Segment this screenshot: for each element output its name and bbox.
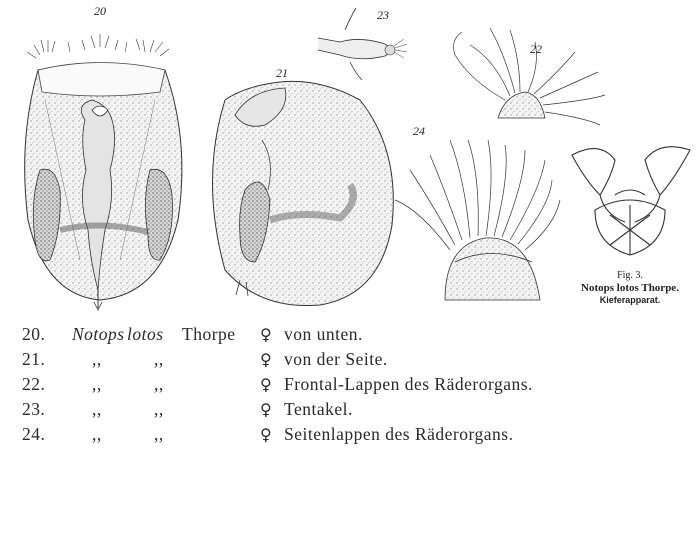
ditto-mark: ,, — [154, 349, 164, 369]
ditto-mark: ,, — [154, 399, 164, 419]
fig3-subtitle: Kieferapparat. — [599, 295, 661, 305]
legend-description: Tentakel. — [284, 399, 353, 419]
ditto-mark: ,, — [154, 374, 164, 394]
legend-number: 20. — [22, 324, 46, 344]
figure-number-24: 24 — [413, 124, 425, 138]
fig3-jaw-drawing — [572, 147, 690, 255]
female-symbol: ♀ — [260, 400, 273, 419]
ditto-mark: ,, — [92, 399, 102, 419]
legend-description: Seitenlappen des Räderorgans. — [284, 424, 514, 444]
fig3-label: Fig. 3. — [617, 270, 643, 281]
female-symbol: ♀ — [260, 350, 273, 369]
figure-number-22: 22 — [530, 42, 542, 56]
figure-24-drawing — [395, 140, 560, 300]
legend-row — [22, 397, 682, 422]
female-symbol: ♀ — [260, 325, 273, 344]
figure-21-drawing — [213, 81, 394, 305]
legend-number: 22. — [22, 374, 46, 394]
legend-row — [22, 322, 682, 347]
legend-number: 23. — [22, 399, 46, 419]
legend-species: lotos — [127, 324, 164, 344]
legend-number: 24. — [22, 424, 46, 444]
figure-20-drawing — [25, 34, 182, 310]
legend-row — [22, 347, 682, 372]
figure-legend — [22, 322, 682, 447]
figure-number-21: 21 — [276, 66, 288, 80]
legend-description: von der Seite. — [284, 349, 388, 369]
legend-genus: Notops — [72, 324, 125, 344]
legend-author: Thorpe — [182, 324, 236, 344]
legend-row — [22, 422, 682, 447]
ditto-mark: ,, — [92, 374, 102, 394]
figure-number-23: 23 — [377, 8, 389, 22]
figure-23-drawing — [318, 8, 407, 80]
figure-number-20: 20 — [94, 4, 106, 18]
legend-row — [22, 372, 682, 397]
ditto-mark: ,, — [154, 424, 164, 444]
ditto-mark: ,, — [92, 349, 102, 369]
female-symbol: ♀ — [260, 425, 273, 444]
female-symbol: ♀ — [260, 375, 273, 394]
fig3-title: Notops lotos Thorpe. — [581, 282, 679, 294]
ditto-mark: ,, — [92, 424, 102, 444]
fig3-caption — [560, 270, 700, 305]
legend-description: Frontal-Lappen des Räderorgans. — [284, 374, 533, 394]
legend-description: von unten. — [284, 324, 363, 344]
legend-number: 21. — [22, 349, 46, 369]
